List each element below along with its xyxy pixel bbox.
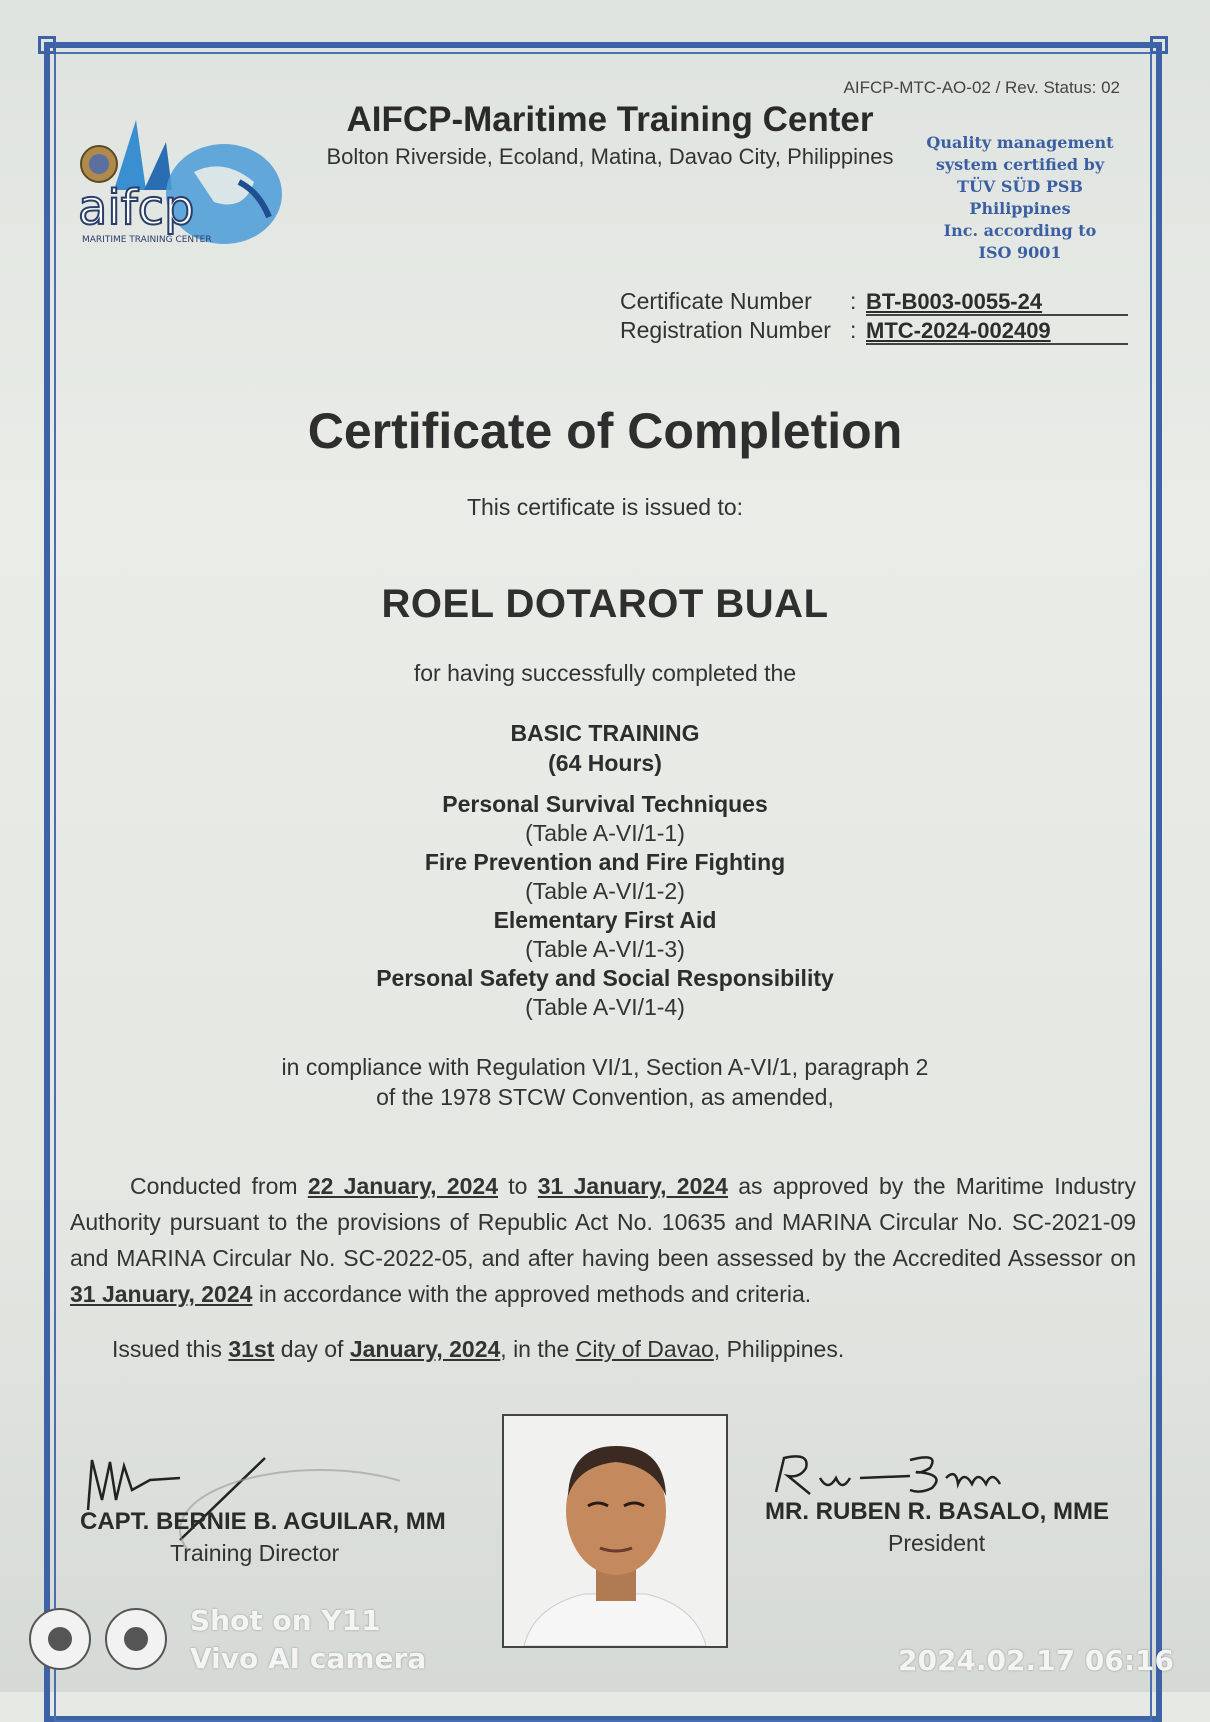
- training-start-date: 22 January, 2024: [307, 1173, 499, 1199]
- module-table-ref: (Table A-VI/1-4): [525, 994, 685, 1020]
- course-name: BASIC TRAINING: [510, 720, 700, 746]
- quality-line: Quality management: [926, 133, 1114, 152]
- quality-line: system certified by: [935, 155, 1105, 174]
- paragraph-text: Conducted from: [130, 1173, 298, 1199]
- issued-to-text: This certificate is issued to:: [466, 494, 744, 520]
- certificate-number-label: Certificate Number: [620, 288, 812, 314]
- vivo-camera-icon: [26, 1604, 174, 1674]
- module-table-ref: (Table A-VI/1-3): [525, 936, 685, 962]
- camera-timestamp: 2024.02.17 06:16: [897, 1644, 1174, 1677]
- issued-text: day of: [280, 1336, 344, 1362]
- training-end-date: 31 January, 2024: [537, 1173, 728, 1199]
- certificate-title: Certificate of Completion: [307, 403, 903, 459]
- paragraph-text: in accordance with the approved methods and criteria.: [258, 1281, 812, 1307]
- module-name: Personal Safety and Social Responsibility: [376, 965, 834, 991]
- aifcp-logo: [74, 112, 296, 262]
- module-name: Fire Prevention and Fire Fighting: [424, 849, 786, 875]
- course-block: [0, 718, 1210, 778]
- president-name: MR. RUBEN R. BASALO, MME: [765, 1498, 1109, 1525]
- organization-name: AIFCP-Maritime Training Center: [346, 100, 874, 139]
- registration-number-value: MTC-2024-002409: [866, 318, 1051, 343]
- organization-address: Bolton Riverside, Ecoland, Matina, Davao City, Philippines: [326, 144, 894, 169]
- compliance-text: [0, 1052, 1210, 1112]
- paragraph-text: to: [508, 1173, 528, 1199]
- quality-line: Inc. according to: [943, 221, 1097, 240]
- corner-ornament: [38, 36, 56, 54]
- module-table-ref: (Table A-VI/1-1): [525, 820, 685, 846]
- camera-watermark-line1: Shot on Y11: [190, 1604, 381, 1637]
- issued-day: 31st: [228, 1336, 275, 1362]
- issuance-line: [112, 1336, 844, 1363]
- compliance-line: in compliance with Regulation VI/1, Section A-VI/1, paragraph 2: [281, 1054, 929, 1080]
- logo-subtext: MARITIME TRAINING CENTER: [82, 235, 212, 245]
- president-title: President: [888, 1530, 986, 1556]
- issued-city: City of Davao: [575, 1336, 714, 1362]
- issued-text: Issued this: [112, 1336, 222, 1362]
- certificate-number-underline: [866, 314, 1128, 316]
- compliance-line: of the 1978 STCW Convention, as amended,: [376, 1084, 834, 1110]
- camera-watermark-line2: Vivo AI camera: [190, 1642, 427, 1675]
- logo-wordmark: aifcp: [78, 180, 195, 236]
- recipient-photo: [502, 1414, 728, 1648]
- training-director-title: Training Director: [170, 1540, 340, 1566]
- course-hours: (64 Hours): [548, 750, 662, 776]
- quality-line: ISO 9001: [978, 243, 1062, 262]
- corner-ornament: [1150, 36, 1168, 54]
- recipient-name: ROEL DOTAROT BUAL: [381, 582, 829, 626]
- certificate-number-separator: :: [850, 288, 857, 314]
- module-name: Elementary First Aid: [493, 907, 717, 933]
- conduct-paragraph: [70, 1168, 1136, 1312]
- registration-number-label: Registration Number: [620, 317, 831, 343]
- registration-number-separator: :: [850, 317, 857, 343]
- module-name: Personal Survival Techniques: [442, 791, 768, 817]
- quality-line: TÜV SÜD PSB Philippines: [957, 177, 1083, 218]
- assessment-date: 31 January, 2024: [70, 1281, 253, 1307]
- completion-text: for having successfully completed the: [413, 660, 797, 686]
- issued-month: January, 2024: [349, 1336, 501, 1362]
- paragraph-text: as approved by the Maritime Industry Authority pursuant to the provisions of Republic Act No. 10635 and MARINA Circular No. SC-2021-09 and MARINA Circular No. SC-2022-05, and after having been assessed by the Accredited Assessor on: [70, 1173, 1137, 1271]
- module-table-ref: (Table A-VI/1-2): [525, 878, 685, 904]
- training-director-name: CAPT. BERNIE B. AGUILAR, MM: [80, 1508, 446, 1535]
- registration-number-underline: [866, 343, 1128, 345]
- module-list: [0, 790, 1210, 1022]
- quality-certification-note: [915, 132, 1125, 264]
- issued-text: , Philippines.: [713, 1336, 845, 1362]
- issued-text: , in the: [500, 1336, 570, 1362]
- document-code: AIFCP-MTC-AO-02 / Rev. Status: 02: [843, 78, 1120, 97]
- certificate-number-value: BT-B003-0055-24: [866, 289, 1043, 314]
